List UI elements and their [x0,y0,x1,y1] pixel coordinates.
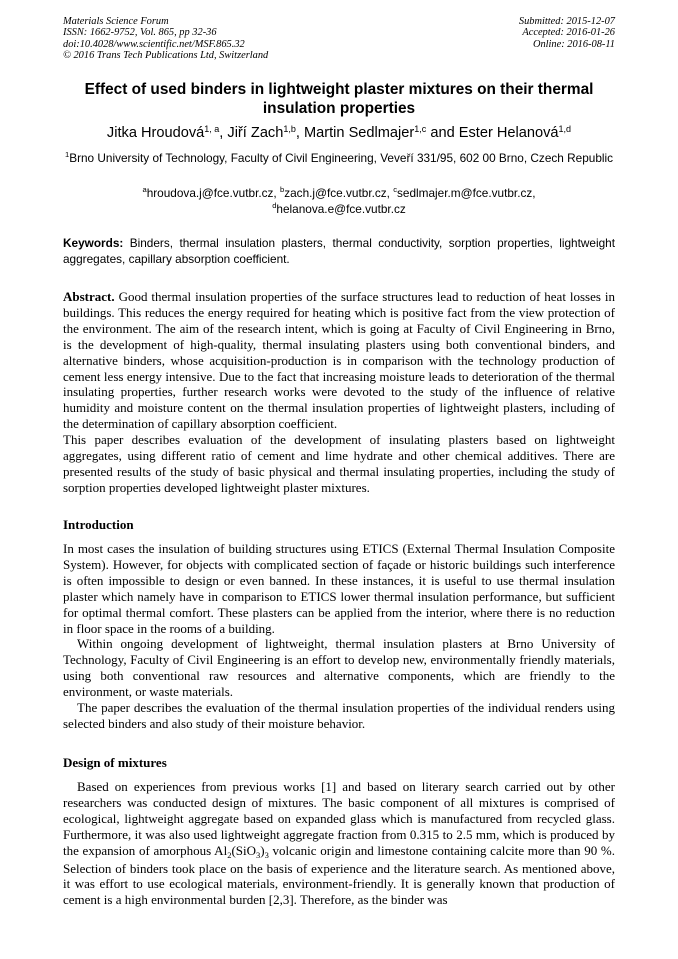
issn: ISSN: 1662-9752, Vol. 865, pp 32-36 [63,27,217,39]
author-separator: and [426,125,459,141]
affiliation-superscript: 1 [64,150,70,159]
author-separator: , [219,125,228,141]
author-superscript: 1, a [204,124,220,134]
author-list [63,124,615,142]
online-date: Online: 2016-08-11 [532,38,615,50]
email-superscript: a [142,185,147,194]
email-link[interactable]: helanova.e@fce.vutbr.cz [276,202,406,216]
journal-header-right [519,16,615,50]
abstract-label: Abstract. [63,289,115,304]
keywords-label: Keywords: [63,236,124,250]
email-superscript: b [279,185,285,194]
abstract [63,289,615,496]
text-run: ) [260,842,265,858]
keywords-text: Binders, thermal insulation plasters, thermal conductivity, sorption properties, lightweight aggregates, capillary absorption coefficient. [63,236,615,266]
abstract-paragraph: This paper describes evaluation of the development of insulating plasters based on lightweight aggregates, using different ratio of cement and lime hydrate and other chemical additives. There are presented results of the study of basic physical and thermal insulating properties, including the study of sorption properties developed lightweight plaster mixtures. [63,432,615,495]
abstract-text: Good thermal insulation properties of the surface structures lead to reduction of heat losses in buildings. This reduces the energy required for heating which is positive fact from the view protection of the environment. The aim of the research intent, which is going at Faculty of Civil Engineering in Brno, is the development of high-quality, thermal insulating plasters using both conventional binders, and alternative binders, whose acquisition-production is in comparison with the technology production of cement less energy intensive. Due to the fact that increasing moisture leads to deterioration of the thermal insulating properties, further research works were devoted to the study of the influence of relative humidity and moisture content on the thermal insulation properties of lightweight plasters, including of the determination of capillary absorption coefficient. [63,289,615,432]
email-superscript: d [272,201,277,210]
copyright: © 2016 Trans Tech Publications Ltd, Switzerland [63,49,269,61]
accepted-date: Accepted: 2016-01-26 [522,27,615,39]
subscript: 2 [227,849,232,860]
paragraph [63,779,615,908]
paragraph: The paper describes the evaluation of the thermal insulation properties of the individual renders using selected binders and also study of their moisture behavior. [63,700,615,731]
paragraph: Within ongoing development of lightweight, thermal insulation plasters at Brno University of Technology, Faculty of Civil Engineering is an effort to develop new, environmentally friendly materials, using both conventional raw resources and alternative components, which are friendly to the environment, or waste materials. [63,636,615,700]
section-heading-introduction: Introduction [63,517,134,532]
keywords [63,235,615,267]
text-run: volcanic origin and limestone containing calcite more than 90 %. Selection of binders took place on the basis of experience and the literature search. As mentioned above, it was effort to use ecological materials, environment-friendly. It is generally known that production of cement is a high environmental burden [2,3]. Therefore, as the binder was [63,842,615,908]
subscript: 3 [256,849,261,860]
paragraph: In most cases the insulation of building structures using ETICS (External Thermal Insulation Composite System). However, for objects with complicated section of façade or historic buildings such interference is often impossible to design or even banned. In these instances, it is useful to use thermal insulation plaster which namely have in comparison to ETICS lower thermal insulation performance, but sufficient for optimal thermal comfort. These plasters can be applied from the interior, where there is no reduction in floor space in the rooms of a building. [63,541,615,636]
paper-title: Effect of used binders in lightweight plaster mixtures on their thermal insulation properties [84,81,594,117]
author-name: Martin Sedlmajer [303,125,415,141]
email-link[interactable]: zach.j@fce.vutbr.cz, [284,186,394,200]
author-name: Jitka Hroudová [106,125,205,141]
author-separator: , [295,125,304,141]
journal-name: Materials Science Forum [63,16,169,27]
submitted-date: Submitted: 2015-12-07 [518,16,615,27]
email-link[interactable]: hroudova.j@fce.vutbr.cz, [146,186,280,200]
introduction-body [63,541,615,732]
author-name: Ester Helanová [458,125,559,141]
affiliation [63,150,615,166]
design-body [63,779,615,908]
text-run: (SiO [231,842,256,858]
section-heading-design: Design of mixtures [63,755,167,770]
abstract-paragraph [63,289,615,432]
author-superscript: 1,b [283,124,296,134]
journal-header-left [63,16,268,61]
author-emails [63,185,615,217]
author-superscript: 1,d [558,124,572,134]
email-superscript: c [393,185,398,194]
affiliation-text: Brno University of Technology, Faculty of Civil Engineering, Veveří 331/95, 602 00 Brno, Czech Republic [69,151,614,165]
email-link[interactable]: sedlmajer.m@fce.vutbr.cz, [397,186,536,200]
text-run: Based on experiences from previous works [1] and based on literary search carried out by other researchers was conducted design of mixtures. The basic component of all mixtures is comprised of ecological, lightweight aggregate based on expanded glass which is manufactured from recycled glass. Furthermore, it was also used lightweight aggregate fraction from 0.315 to 2.5 mm, which is produced by the expansion of amorphous Al [63,779,615,858]
author-superscript: 1,c [414,124,427,134]
subscript: 3 [264,849,269,860]
author-name: Jiří Zach [227,125,284,141]
doi: doi:10.4028/www.scientific.net/MSF.865.32 [63,38,245,50]
